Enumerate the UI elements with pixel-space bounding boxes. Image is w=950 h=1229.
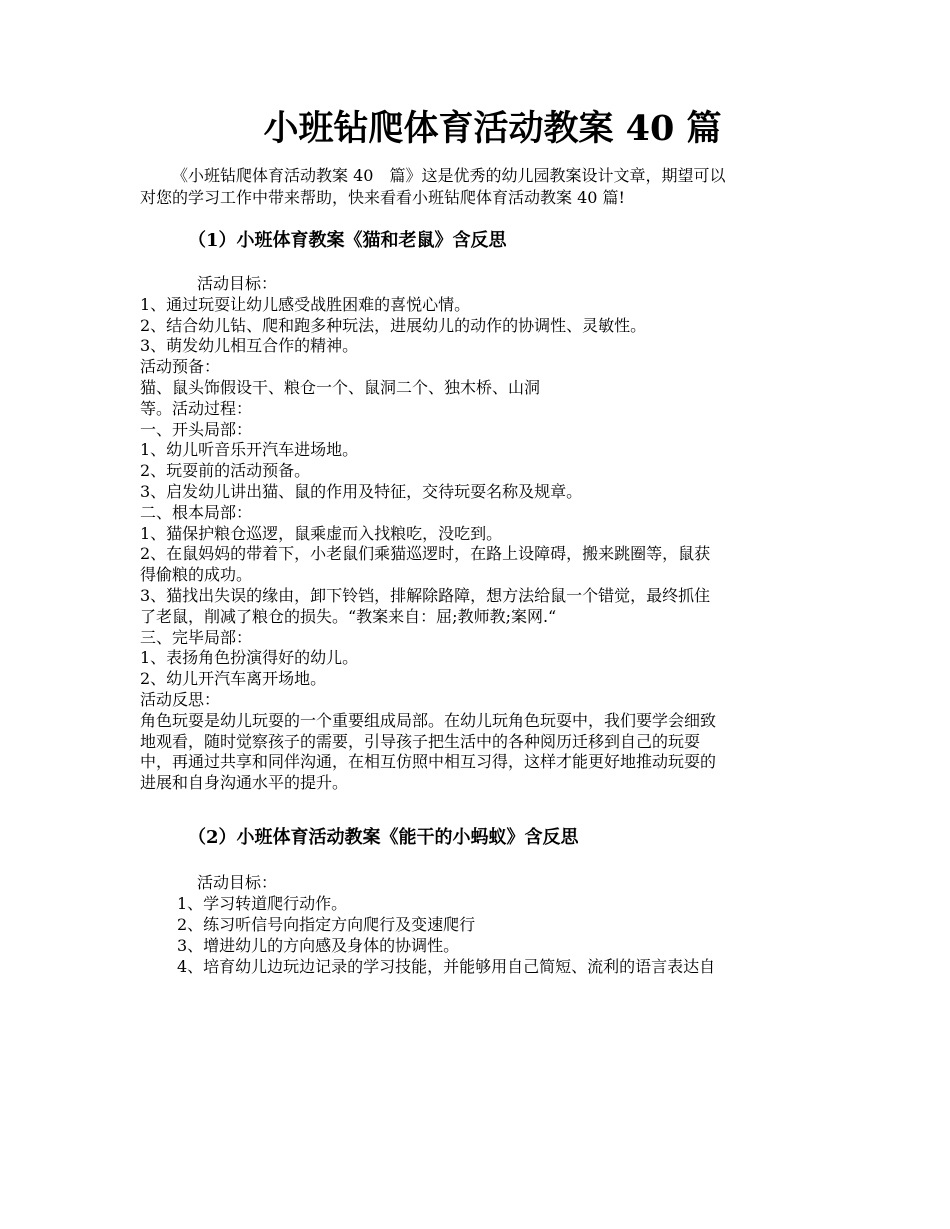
body-line: 中，再通过共享和同伴沟通，在相互仿照中相互习得，这样才能更好地推动玩耍的 <box>140 752 717 772</box>
body-line: 活动目标： <box>197 873 278 892</box>
section-body-1 <box>140 274 820 794</box>
body-line: 1、猫保护粮仓巡逻，鼠乘虚而入找粮吃，没吃到。 <box>140 523 503 543</box>
section-body-2 <box>177 872 817 977</box>
body-line: 地观看，随时觉察孩子的需要，引导孩子把生活中的各种阅历迁移到自己的玩耍 <box>140 731 701 751</box>
body-line: 3、启发幼儿讲出猫、鼠的作用及特征，交待玩耍名称及规章。 <box>140 481 583 501</box>
body-line: 角色玩耍是幼儿玩耍的一个重要组成局部。在幼儿玩角色玩耍中，我们要学会细致 <box>140 710 717 730</box>
body-line: 进展和自身沟通水平的提升。 <box>140 773 349 793</box>
body-line: 2、在鼠妈妈的带着下，小老鼠们乘猫巡逻时，在路上设障碍，搬来跳圈等，鼠获 <box>140 544 711 564</box>
body-line: 2、幼儿开汽车离开场地。 <box>140 669 327 689</box>
intro-line: 对您的学习工作中带来帮助，快来看看小班钻爬体育活动教案 40 篇! <box>140 188 625 207</box>
body-line: 3、猫找出失误的缘由，卸下铃铛，排解除路障，想方法给鼠一个错觉，最终抓住 <box>140 585 711 605</box>
body-line: 得偷粮的成功。 <box>140 565 253 585</box>
body-line: 2、玩耍前的活动预备。 <box>140 461 311 481</box>
body-line: 2、结合幼儿钻、爬和跑多种玩法，进展幼儿的动作的协调性、灵敏性。 <box>140 315 647 335</box>
body-line: 了老鼠，削减了粮仓的损失。“教案来自：屈;教师教;案网.“ <box>140 606 557 626</box>
intro-line: 《小班钻爬体育活动教案 40 篇》这是优秀的幼儿园教案设计文章，期望可以 <box>172 166 726 185</box>
intro-paragraph <box>140 165 820 209</box>
section-heading-1: （1）小班体育教案《猫和老鼠》含反思 <box>188 230 507 251</box>
body-line: 三、完毕局部： <box>140 627 253 647</box>
body-line: 1、通过玩耍让幼儿感受战胜困难的喜悦心情。 <box>140 294 471 314</box>
body-line: 3、萌发幼儿相互合作的精神。 <box>140 336 359 356</box>
body-line: 二、根本局部： <box>140 502 253 522</box>
body-line: 1、学习转道爬行动作。 <box>177 894 348 913</box>
body-line: 一、开头局部： <box>140 419 253 439</box>
body-line: 猫、鼠头饰假设干、粮仓一个、鼠洞二个、独木桥、山洞 <box>140 377 541 397</box>
body-line: 1、幼儿听音乐开汽车进场地。 <box>140 440 359 460</box>
body-line: 2、练习听信号向指定方向爬行及变速爬行 <box>177 915 476 934</box>
body-line: 等。活动过程： <box>140 398 253 418</box>
body-line: 4、培育幼儿边玩边记录的学习技能，并能够用自己简短、流利的语言表达自 <box>177 957 716 976</box>
document-title: 小班钻爬体育活动教案 40 篇 <box>263 108 722 150</box>
body-line: 3、增进幼儿的方向感及身体的协调性。 <box>177 936 460 955</box>
body-line: 1、表扬角色扮演得好的幼儿。 <box>140 648 359 668</box>
body-line: 活动目标： <box>197 274 278 293</box>
body-line: 活动预备： <box>140 357 221 377</box>
body-line: 活动反思： <box>140 689 221 709</box>
section-heading-2: （2）小班体育活动教案《能干的小蚂蚁》含反思 <box>188 827 579 848</box>
